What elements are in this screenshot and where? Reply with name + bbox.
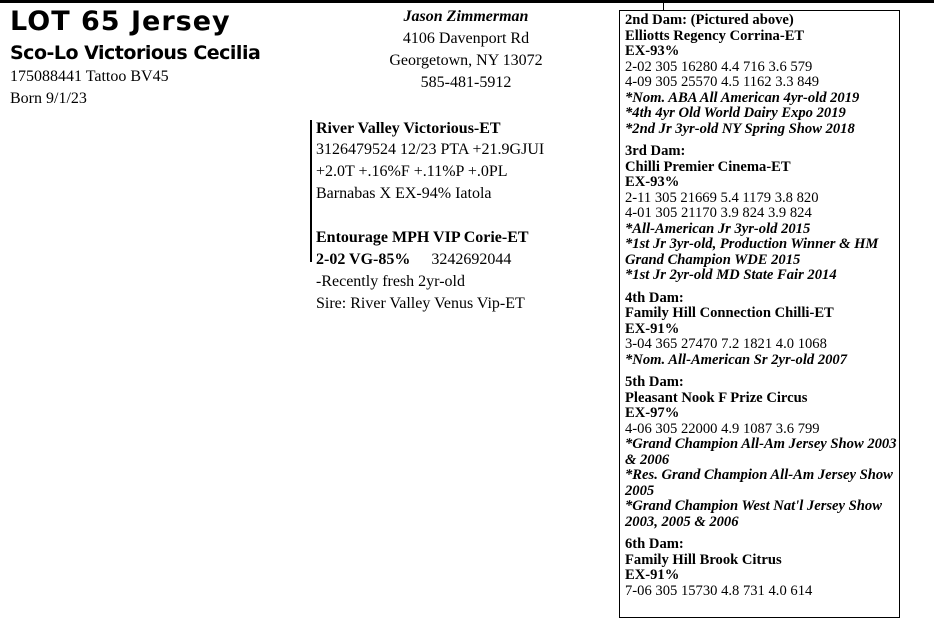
consignor-city: Georgetown, NY 13072 <box>389 52 543 69</box>
dam-honor: *1st Jr 2yr-old MD State Fair 2014 <box>625 267 837 283</box>
dam-sire: Sire: River Valley Venus Vip-ET <box>316 295 525 312</box>
consignor-phone: 585-481-5912 <box>420 74 512 91</box>
top-rule <box>0 0 934 3</box>
dam-record: 3-04 365 27470 7.2 1821 4.0 1068 <box>625 336 827 352</box>
animal-name: Sco-Lo Victorious Cecilia <box>10 42 261 64</box>
dam-record: 4-06 305 22000 4.9 1087 3.6 799 <box>625 420 820 437</box>
dam-name: Chilli Premier Cinema-ET <box>625 158 791 175</box>
dam-honor: *4th 4yr Old World Dairy Expo 2019 <box>625 105 846 121</box>
dam-section <box>625 13 899 137</box>
dam-section <box>625 375 899 530</box>
dam-record: 4-09 305 25570 4.5 1162 3.3 849 <box>625 74 820 90</box>
dam-honor: *2nd Jr 3yr-old NY Spring Show 2018 <box>625 120 855 137</box>
sire-parentage: Barnabas X EX-94% Iatola <box>316 185 492 202</box>
dam-honor: *All-American Jr 3yr-old 2015 <box>625 220 811 237</box>
dam-name: Pleasant Nook F Prize Circus <box>625 389 808 406</box>
dam-score-line <box>316 249 511 271</box>
dam-honor: *Nom. ABA All American 4yr-old 2019 <box>625 89 860 106</box>
dam-score: 2-02 VG-85% <box>316 251 411 268</box>
sire-traits: +2.0T +.16%F +.11%P +.0PL <box>316 163 508 180</box>
dam-history-box <box>619 10 900 618</box>
consignor-block <box>366 6 566 94</box>
dam-heading: 6th Dam: <box>625 536 684 552</box>
dam-name: Family Hill Connection Chilli-ET <box>625 305 834 321</box>
dam-honor: *Grand Champion All-Am Jersey Show 2003 & 2006 <box>625 436 897 468</box>
consignor-address: 4106 Davenport Rd <box>402 30 530 47</box>
dam-heading: 3rd Dam: <box>625 143 686 159</box>
dam-heading: 2nd Dam: (Pictured above) <box>625 12 794 28</box>
dam-section <box>625 537 899 599</box>
dam-honor: *Nom. All-American Sr 2yr-old 2007 <box>625 351 848 368</box>
consignor-name: Jason Zimmerman <box>403 8 529 25</box>
top-marker <box>663 0 664 10</box>
dam-heading: 4th Dam: <box>625 289 684 306</box>
dam-honor: *1st Jr 3yr-old, Production Winner & HM Grand Champion WDE 2015 <box>625 236 879 268</box>
pedigree-bracket <box>310 120 312 262</box>
registration-tattoo: 175088441 Tattoo BV45 <box>10 68 169 85</box>
dam-honor: *Res. Grand Champion All-Am Jersey Show 2005 <box>625 467 893 499</box>
dam-record: 2-02 305 16280 4.4 716 3.6 579 <box>625 58 813 75</box>
dam-name: Family Hill Brook Citrus <box>625 551 782 568</box>
dam-name: Entourage MPH VIP Corie-ET <box>316 229 529 246</box>
dam-score: EX-91% <box>625 320 680 337</box>
dam-heading: 5th Dam: <box>625 374 684 390</box>
dam-score: EX-97% <box>625 405 680 421</box>
dam-name: Elliotts Regency Corrina-ET <box>625 27 805 44</box>
dam-score: EX-93% <box>625 43 680 59</box>
dam-section <box>625 144 899 284</box>
birth-date: Born 9/1/23 <box>10 90 87 107</box>
sire-proof: 3126479524 12/23 PTA +21.9GJUI <box>316 141 545 158</box>
dam-record: 7-06 305 15730 4.8 731 4.0 614 <box>625 582 813 599</box>
dam-reg: 3242692044 <box>431 251 512 268</box>
dam-score: EX-93% <box>625 174 680 190</box>
sire-name: River Valley Victorious-ET <box>316 120 501 137</box>
dam-record: 2-11 305 21669 5.4 1179 3.8 820 <box>625 189 819 206</box>
lot-title: LOT 65 Jersey <box>10 6 231 37</box>
dam-record: 4-01 305 21170 3.9 824 3.9 824 <box>625 205 812 221</box>
dam-note: -Recently fresh 2yr-old <box>316 273 465 290</box>
dam-honor: *Grand Champion West Nat'l Jersey Show 2003, 2005 & 2006 <box>625 498 882 530</box>
dam-score: EX-91% <box>625 567 680 583</box>
dam-section <box>625 291 899 369</box>
